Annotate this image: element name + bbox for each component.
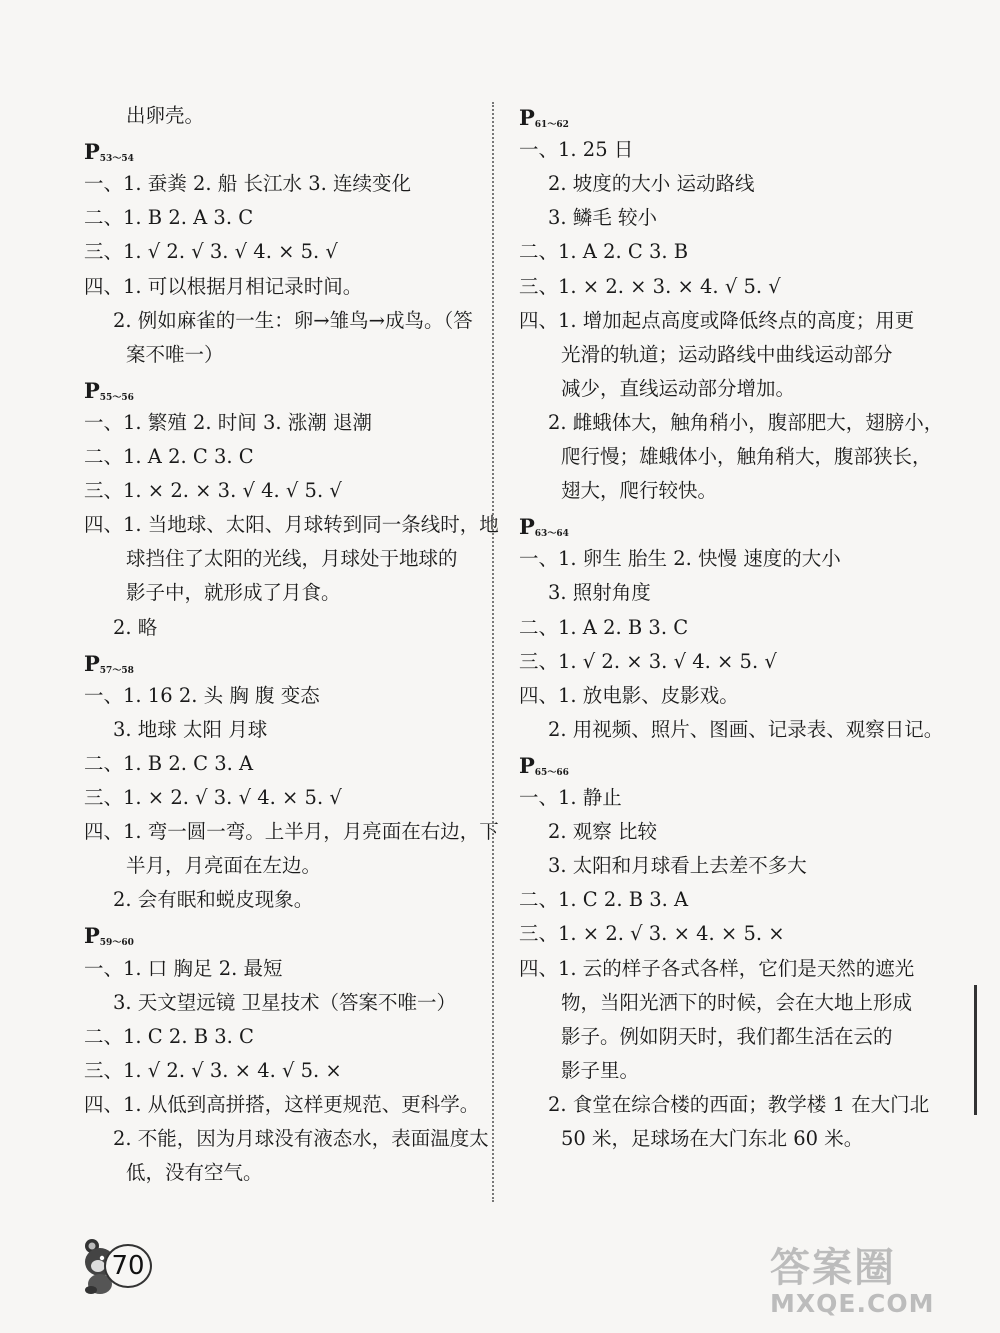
answer-line: 2. 雌蛾体大，触角稍小，腹部肥大，翅膀小， — [548, 410, 944, 434]
answer-line: 减少，直线运动部分增加。 — [561, 376, 796, 400]
answer-line: 四、1. 增加起点高度或降低终点的高度；用更 — [519, 308, 915, 332]
section-heading-pages: 63～64 — [534, 529, 569, 540]
answer-line: 3. 太阳和月球看上去差不多大 — [548, 854, 807, 878]
answer-line: 四、1. 可以根据月相记录时间。 — [84, 274, 363, 298]
section-heading-letter: P — [84, 923, 100, 949]
answer-line: 爬行慢；雄蛾体小，触角稍大，腹部狭长， — [561, 445, 932, 468]
column-divider — [492, 102, 494, 1202]
watermark-title: 答案圈 — [770, 1245, 896, 1291]
answer-line: 三、1. √ 2. × 3. √ 4. × 5. √ — [519, 649, 777, 673]
answer-line: 2. 食堂在综合楼的西面；教学楼 1 在大门北 — [548, 1092, 930, 1116]
answer-line: 一、1. 25 日 — [519, 138, 634, 162]
answer-line: 三、1. × 2. × 3. × 4. √ 5. √ — [519, 274, 781, 298]
watermark-url: MXQE.COM — [770, 1289, 935, 1318]
answer-line: 3. 天文望远镜 卫星技术（答案不唯一） — [113, 990, 457, 1014]
section-heading-pages: 59～60 — [99, 938, 134, 949]
answer-line: 3. 鳞毛 较小 — [548, 206, 658, 230]
answer-line: 出卵壳。 — [126, 104, 205, 127]
answer-line: 二、1. A 2. C 3. C — [84, 445, 254, 468]
answer-line: 二、1. A 2. B 3. C — [519, 615, 689, 639]
answer-line: 50 米，足球场在大门东北 60 米。 — [561, 1127, 864, 1150]
answer-line: 三、1. × 2. √ 3. √ 4. × 5. √ — [84, 786, 342, 809]
answer-line: 2. 不能，因为月球没有液态水，表面温度太 — [113, 1127, 489, 1150]
answer-line: 低，没有空气。 — [126, 1161, 263, 1185]
answer-line: 一、1. 卵生 胎生 2. 快慢 速度的大小 — [519, 547, 841, 571]
answer-line: 二、1. B 2. C 3. A — [84, 751, 254, 775]
answer-line: 2. 观察 比较 — [548, 820, 658, 844]
answer-line: 一、1. 16 2. 头 胸 腹 变态 — [84, 683, 320, 707]
page-number: 70 — [104, 1244, 152, 1288]
section-heading-letter: P — [519, 752, 535, 778]
answer-line: 四、1. 从低到高拼搭，这样更规范、更科学。 — [84, 1092, 480, 1116]
section-heading — [519, 753, 569, 786]
answer-line: 半月，月亮面在左边。 — [126, 854, 322, 878]
section-heading-pages: 53～54 — [99, 154, 134, 165]
answer-line: 一、1. 繁殖 2. 时间 3. 涨潮 退潮 — [84, 410, 373, 434]
section-heading-letter: P — [519, 105, 535, 130]
section-heading-pages: 65～66 — [534, 767, 569, 778]
section-heading-letter: P — [84, 377, 100, 403]
section-heading-letter: P — [84, 139, 100, 165]
section-heading — [519, 514, 569, 547]
answer-line: 一、1. 口 胸足 2. 最短 — [84, 956, 283, 980]
section-heading — [84, 651, 134, 684]
answer-line: 2. 会有眠和蜕皮现象。 — [113, 888, 314, 912]
answer-line: 二、1. B 2. A 3. C — [84, 206, 254, 230]
answer-line: 3. 地球 太阳 月球 — [113, 717, 268, 741]
answer-line: 四、1. 弯一圆一弯。上半月，月亮面在右边，下 — [84, 820, 499, 844]
section-heading-pages: 57～58 — [99, 665, 134, 676]
answer-line: 四、1. 当地球、太阳、月球转到同一条线时，地 — [84, 513, 499, 537]
section-heading-pages: 55～56 — [99, 392, 134, 403]
answer-line: 2. 用视频、照片、图画、记录表、观察日记。 — [548, 717, 944, 741]
section-heading-pages: 61～62 — [534, 120, 569, 130]
answer-line: 三、1. √ 2. √ 3. √ 4. × 5. √ — [84, 240, 338, 264]
answer-line: 一、1. 静止 — [519, 786, 622, 809]
section-heading — [84, 139, 134, 172]
watermark — [770, 1236, 934, 1318]
scan-edge-mark — [972, 985, 980, 1115]
section-heading — [519, 105, 569, 138]
answer-line: 2. 略 — [113, 615, 158, 639]
answer-line: 三、1. √ 2. √ 3. × 4. √ 5. × — [84, 1058, 342, 1082]
answer-line: 三、1. × 2. × 3. √ 4. √ 5. √ — [84, 479, 342, 503]
section-heading — [84, 378, 134, 411]
answer-line: 3. 照射角度 — [548, 581, 651, 605]
answer-line: 四、1. 放电影、皮影戏。 — [519, 683, 739, 707]
answer-line: 影子里。 — [561, 1058, 640, 1082]
answer-line: 影子中，就形成了月食。 — [126, 581, 341, 605]
answer-line: 物，当阳光洒下的时候，会在大地上形成 — [561, 990, 913, 1014]
answer-line: 翅大，爬行较快。 — [561, 479, 718, 503]
answer-line: 影子。例如阴天时，我们都生活在云的 — [561, 1024, 893, 1048]
answer-line: 二、1. C 2. B 3. A — [519, 888, 689, 912]
answer-line: 四、1. 云的样子各式各样，它们是天然的遮光 — [519, 956, 915, 980]
answer-line: 球挡住了太阳的光线，月球处于地球的 — [126, 547, 458, 571]
answer-line: 二、1. A 2. C 3. B — [519, 240, 689, 264]
answer-line: 光滑的轨道；运动路线中曲线运动部分 — [561, 342, 893, 366]
answer-line: 2. 坡度的大小 运动路线 — [548, 172, 755, 196]
answer-line: 案不唯一） — [126, 342, 224, 366]
section-heading-letter: P — [84, 650, 100, 676]
answer-line: 一、1. 蚕粪 2. 船 长江水 3. 连续变化 — [84, 172, 412, 196]
answer-line: 三、1. × 2. √ 3. × 4. × 5. × — [519, 922, 785, 946]
answer-line: 2. 例如麻雀的一生：卵→雏鸟→成鸟。（答 — [113, 308, 473, 332]
answer-line: 二、1. C 2. B 3. C — [84, 1024, 254, 1048]
section-heading — [84, 923, 134, 956]
section-heading-letter: P — [519, 514, 535, 540]
